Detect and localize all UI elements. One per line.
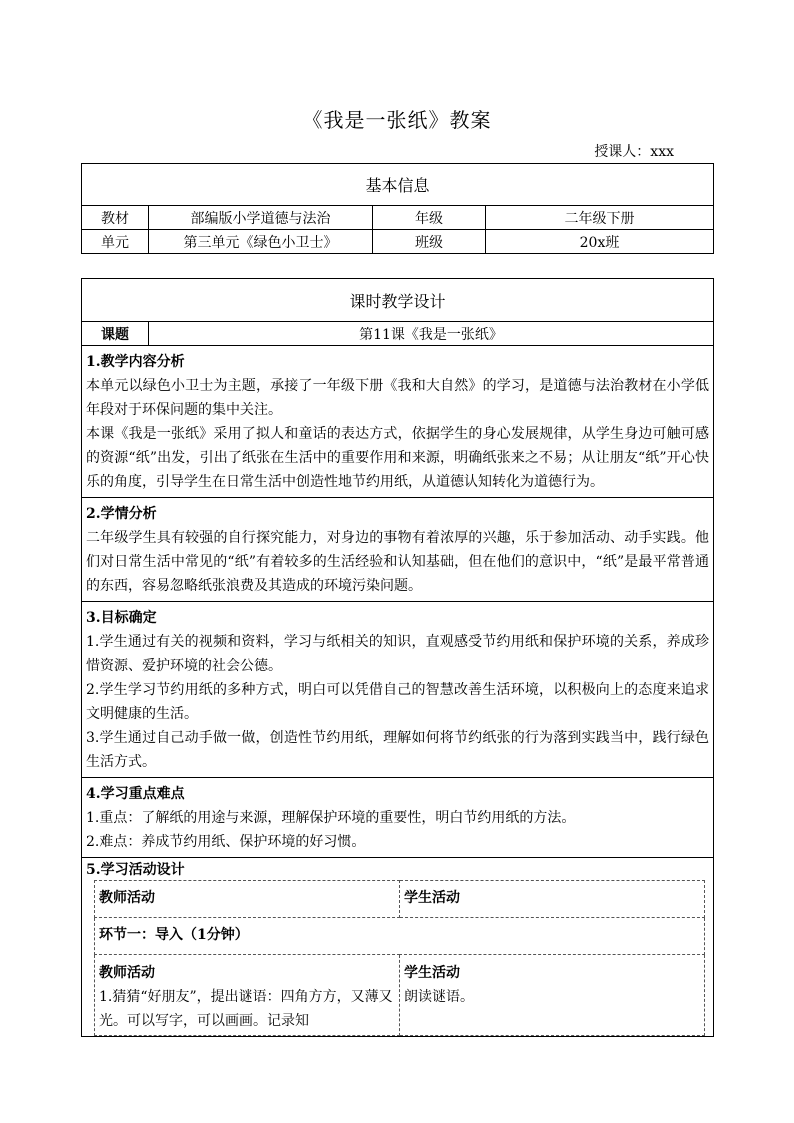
value-textbook: 部编版小学道德与法治 [149, 206, 373, 230]
section-title: 3.目标确定 [86, 610, 157, 626]
section-content-analysis [82, 346, 714, 498]
value-unit: 第三单元《绿色小卫士》 [149, 230, 373, 254]
basic-info-header: 基本信息 [82, 164, 714, 206]
section-paragraph: 2.学生学习节约用纸的多种方式，明白可以凭借自己的智慧改善生活环境，以积极向上的态度来追求文明健康的生活。 [86, 682, 710, 722]
topic-value: 第11课《我是一张纸》 [149, 322, 714, 346]
value-class: 20x班 [486, 230, 714, 254]
section-title: 4.学习重点难点 [86, 786, 185, 802]
lesson-design-header: 课时教学设计 [82, 279, 714, 322]
student-activity-text: 朗读谜语。 [404, 989, 474, 1005]
label-unit: 单元 [82, 230, 149, 254]
teacher-activity-header: 教师活动 [95, 881, 400, 918]
section-paragraph: 1.重点：了解纸的用途与来源，理解保护环境的重要性，明白节约用纸的方法。 [86, 810, 576, 826]
lesson-design-table [81, 278, 714, 1037]
value-grade: 二年级下册 [486, 206, 714, 230]
section-paragraph: 二年级学生具有较强的自行探究能力，对身边的事物有着浓厚的兴趣，乐于参加活动、动手实践。他们对日常生活中常见的“纸”有着较多的生活经验和认知基础，但在他们的意识中，“纸”是最平常普通的东西，容易忽略纸张浪费及其造成的环境污染问题。 [86, 530, 710, 594]
section-paragraph: 1.学生通过有关的视频和资料，学习与纸相关的知识，直观感受节约用纸和保护环境的关系，养成珍惜资源、爱护环境的社会公德。 [86, 634, 710, 674]
section-paragraph: 3.学生通过自己动手做一做，创造性节约用纸，理解如何将节约纸张的行为落到实践当中，践行绿色生活方式。 [86, 730, 710, 770]
section-learner-analysis [82, 498, 714, 602]
section-paragraph: 本课《我是一张纸》采用了拟人和童话的表达方式，依据学生的身心发展规律，从学生身边可触可感的资源“纸”出发，引出了纸张在生活中的重要作用和来源，明确纸张来之不易；从让朋友“纸”开心快乐的角度，引导学生在日常生活中创造性地节约用纸，从道德认知转化为道德行为。 [86, 426, 710, 490]
teacher-activity-cell [95, 955, 400, 1036]
basic-info-table [81, 163, 714, 254]
section-objectives [82, 602, 714, 778]
section-title: 1.教学内容分析 [86, 354, 185, 370]
student-activity-label: 学生活动 [404, 965, 460, 981]
label-textbook: 教材 [82, 206, 149, 230]
student-activity-header: 学生活动 [400, 881, 705, 918]
section-paragraph: 本单元以绿色小卫士为主题，承接了一年级下册《我和大自然》的学习，是道德与法治教材在小学低年段对于环保问题的集中关注。 [86, 378, 710, 418]
label-grade: 年级 [373, 206, 486, 230]
activity-table [94, 880, 705, 1036]
label-class: 班级 [373, 230, 486, 254]
section-activity-design [82, 858, 714, 1037]
section-title: 5.学习活动设计 [86, 862, 185, 878]
stage-one-header: 环节一：导入（1分钟） [95, 918, 705, 955]
section-title: 2.学情分析 [86, 506, 157, 522]
teacher-activity-label: 教师活动 [99, 965, 155, 981]
section-paragraph: 2.难点：养成节约用纸、保护环境的好习惯。 [86, 834, 366, 850]
section-key-points [82, 778, 714, 858]
student-activity-cell [400, 955, 705, 1036]
teacher-line: 授课人：xxx [594, 144, 674, 160]
teacher-activity-text: 1.猜猜“好朋友”，提出谜语：四角方方，又薄又光。可以写字，可以画画。记录知 [99, 989, 393, 1029]
document-title: 《我是一张纸》教案 [302, 108, 492, 132]
topic-label: 课题 [82, 322, 149, 346]
